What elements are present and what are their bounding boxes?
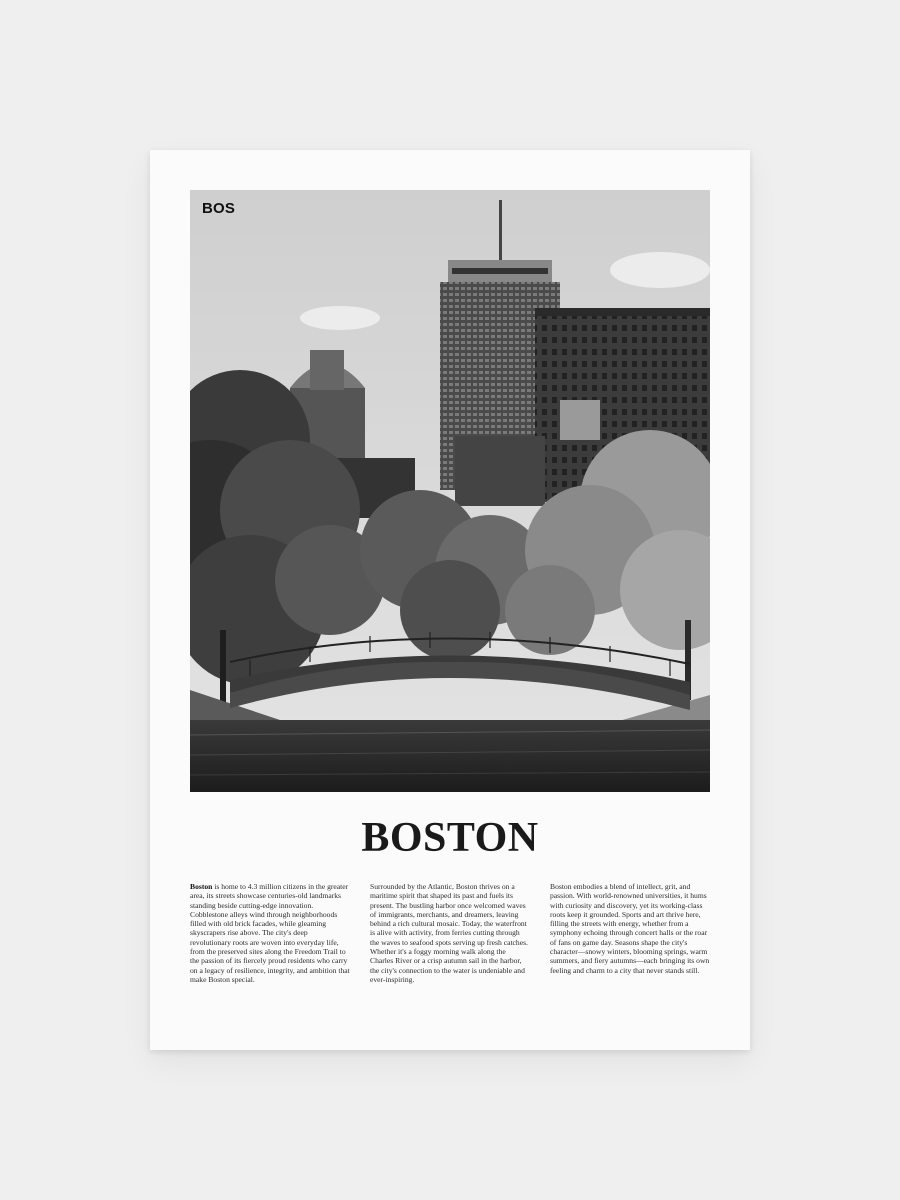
poster-title: BOSTON xyxy=(361,815,539,861)
text-columns xyxy=(190,882,710,984)
boston-skyline-illustration xyxy=(190,190,710,792)
column-lead: Boston xyxy=(190,882,213,891)
column-text: Surrounded by the Atlantic, Boston thrives on a maritime spirit that shaped its past and fuels its present. The bustling harbor once welcomed waves of immigrants, merchants, and dreamers, leaving behind a rich cultural mosaic. Today, the waterfront is alive with activity, from ferries cutting through the waves to seafood spots serving up fresh catches. Whether it's a foggy morning walk along the Charles River or a crisp autumn sail in the harbor, the city's connection to the water is undeniable and ever-inspiring. xyxy=(370,882,528,984)
column-text: is home to 4.3 million citizens in the greater area, its streets showcase centuries-old landmarks standing beside cutting-edge innovation. Cobblestone alleys wind through neighborhoods filled with old brick facades, while gleaming skyscrapers rise above. The city's deep revolutionary roots are woven into everyday life, from the preserved sites along the Freedom Trail to the passion of its fiercely proud residents who carry on a legacy of resilience, integrity, and ambition that make Boston special. xyxy=(190,882,350,984)
text-column-2 xyxy=(370,882,530,984)
text-column-1 xyxy=(190,882,350,984)
column-text: Boston embodies a blend of intellect, grit, and passion. With world-renowned universities, it hums with curiosity and discovery, yet its working-class roots keep it grounded. Sports and art thrive here, filling the streets with energy, whether from a symphony echoing through concert halls or the roar of fans on game day. Seasons shape the city's character—snowy winters, blooming springs, warm summers, and fiery autumns—each bringing its own feeling and charm to a city that never stands still. xyxy=(550,882,710,975)
text-column-3 xyxy=(550,882,710,984)
poster-photo xyxy=(190,190,710,792)
poster xyxy=(150,150,750,1050)
city-code: BOS xyxy=(202,200,236,217)
